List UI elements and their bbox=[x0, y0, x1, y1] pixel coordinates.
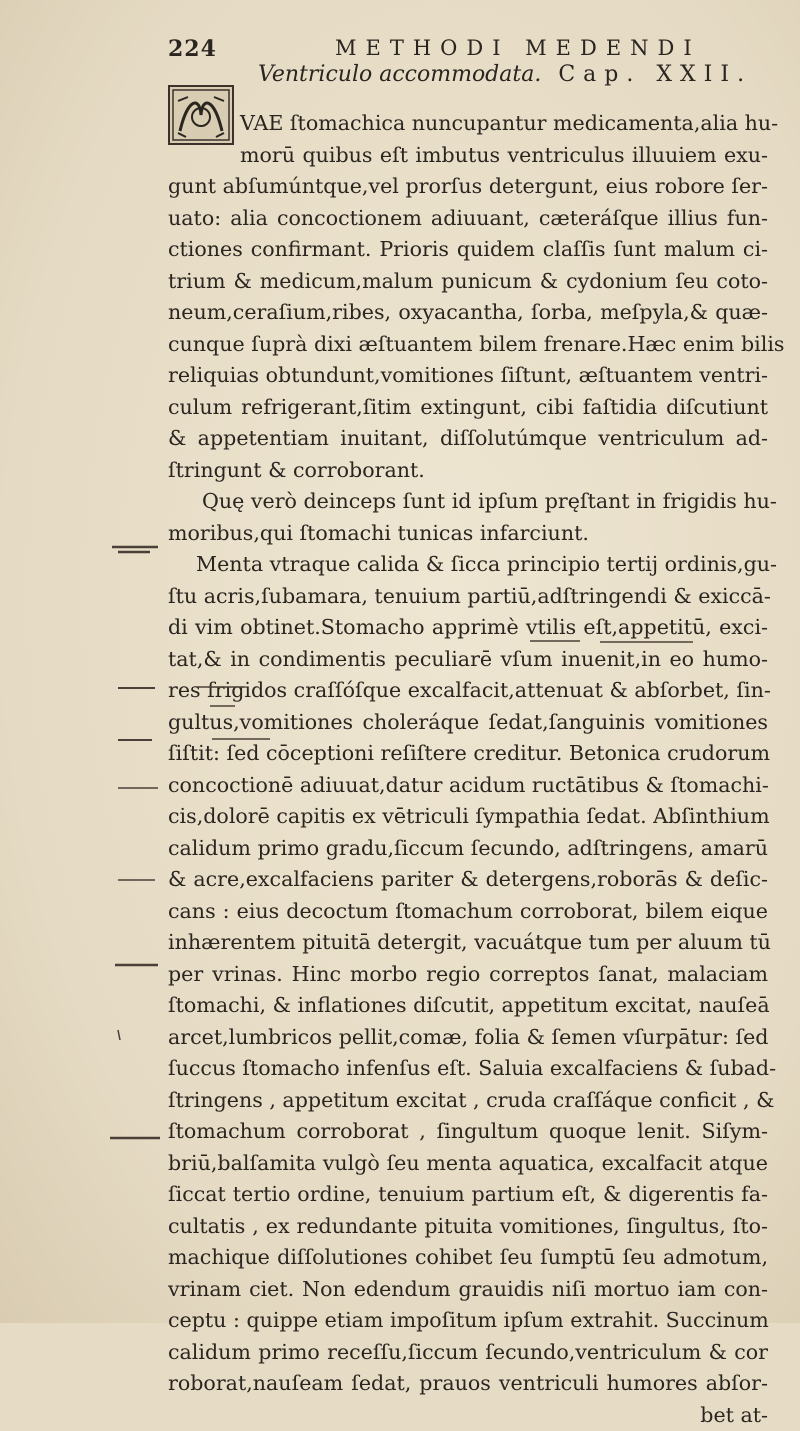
chapter-label: Cap. XXII. bbox=[558, 62, 752, 87]
text-line: gunt abſumúntque,vel prorſus detergunt, eius robore ſer- bbox=[168, 171, 768, 203]
text-line: cultatis , ex redundante pituita vomitiones, ſingultus, ſto- bbox=[168, 1211, 768, 1243]
text-line: gultus,vomitiones choleráque ſedat,ſanguinis vomitiones bbox=[168, 707, 768, 739]
text-line: per vrinas. Hinc morbo regio correptos ſanat, malaciam bbox=[168, 959, 768, 991]
text-line: calidum primo receſſu,ſiccum ſecundo,ventriculum & cor bbox=[168, 1337, 768, 1369]
text-line: ſtringens , appetitum excitat , cruda craſſáque conficit , & bbox=[168, 1085, 768, 1117]
text-line: & appetentiam inuitant, diſſolutúmque ventriculum ad- bbox=[168, 423, 768, 455]
catchword: bet at- bbox=[168, 1400, 768, 1431]
text-line: inhærentem pituitā detergit, vacuátque tum per aluum tū bbox=[168, 927, 768, 959]
text-line: uato: alia concoctionem adiuuant, cæteráſque illius fun- bbox=[168, 203, 768, 235]
text-line: ſuccus ſtomacho infenſus eſt. Saluia excalfaciens & ſubad- bbox=[168, 1053, 768, 1085]
page-number: 224 bbox=[168, 36, 217, 62]
text-line: vrinam ciet. Non edendum grauidis niſi mortuo iam con- bbox=[168, 1274, 768, 1306]
text-line: roborat,nauſeam ſedat, prauos ventriculi humores abſor- bbox=[168, 1368, 768, 1400]
text-line: ſtu acris,ſubamara, tenuium partiū,adſtringendi & exiccā- bbox=[168, 581, 768, 613]
text-line: reliquias obtundunt,vomitiones ſiſtunt, æſtuantem ventri- bbox=[168, 360, 768, 392]
text-line: ſiſtit: ſed cōceptioni reſiſtere creditur. Betonica crudorum bbox=[168, 738, 768, 770]
text-line: ſiccat tertio ordine, tenuium partium eſt, & digerentis fa- bbox=[168, 1179, 768, 1211]
text-line: ſtomachi, & inflationes diſcutit, appetitum excitat, nauſeā bbox=[168, 990, 768, 1022]
text-line: ſtringunt & corroborant. bbox=[168, 455, 768, 487]
text-line: moribus,qui ſtomachi tunicas infarciunt. bbox=[168, 518, 768, 550]
text-line: cis,dolorē capitis ex vētriculi ſympathia ſedat. Abſinthium bbox=[168, 801, 768, 833]
text-line: arcet,lumbricos pellit,comæ, folia & ſemen vſurpātur: ſed bbox=[168, 1022, 768, 1054]
decorated-initial bbox=[168, 85, 234, 145]
text-line: neum,ceraſium,ribes, oxyacantha, ſorba, meſpyla,& quæ- bbox=[168, 297, 768, 329]
text-line: calidum primo gradu,ſiccum ſecundo, adſtringens, amarū bbox=[168, 833, 768, 865]
text-line: trium & medicum,malum punicum & cydonium ſeu coto- bbox=[168, 266, 768, 298]
text-line: machique diſſolutiones cohibet ſeu ſumptū ſeu admotum, bbox=[168, 1242, 768, 1274]
text-line: di vim obtinet.Stomacho apprimè vtilis eſt,appetitū, exci- bbox=[168, 612, 768, 644]
text-line: briū,balſamita vulgò ſeu menta aquatica, excalfacit atque bbox=[168, 1148, 768, 1180]
text-line: res frigidos craſſóſque excalfacit,attenuat & abſorbet, ſin- bbox=[168, 675, 768, 707]
text-line: ctiones confirmant. Prioris quidem claſſis ſunt malum ci- bbox=[168, 234, 768, 266]
text-line: & acre,excalfaciens pariter & detergens,roborās & deſic- bbox=[168, 864, 768, 896]
text-line: cans : eius decoctum ſtomachum corroborat, bilem eique bbox=[168, 896, 768, 928]
text-line: tat,& in condimentis peculiarē vſum inuenit,in eo humo- bbox=[168, 644, 768, 676]
running-head-title: METHODI MEDENDI bbox=[335, 36, 701, 60]
text-line: Menta vtraque calida & ſicca principio tertij ordinis,gu- bbox=[168, 549, 768, 581]
text-line: ceptu : quippe etiam impoſitum ipſum extrahit. Succinum bbox=[168, 1305, 768, 1337]
text-line: morū quibus eſt imbutus ventriculus illuuiem exu- bbox=[168, 140, 768, 172]
text-line: VAE ſtomachica nuncupantur medicamenta,alia hu- bbox=[168, 108, 768, 140]
ornament-icon bbox=[170, 87, 232, 143]
text-line: Quę verò deinceps ſunt id ipſum pręſtant in frigidis hu- bbox=[168, 486, 768, 518]
chapter-subtitle: Ventriculo accommodata. bbox=[258, 62, 541, 87]
text-line: culum refrigerant,ſitim extingunt, cibi faſtidia diſcutiunt bbox=[168, 392, 768, 424]
text-line: cunque ſuprà dixi æſtuantem bilem frenare.Hæc enim bilis bbox=[168, 329, 768, 361]
body-text bbox=[168, 80, 768, 1431]
text-line: concoctionē adiuuat,datur acidum ructātibus & ſtomachi- bbox=[168, 770, 768, 802]
text-line: ſtomachum corroborat , ſingultum quoque lenit. Siſym- bbox=[168, 1116, 768, 1148]
